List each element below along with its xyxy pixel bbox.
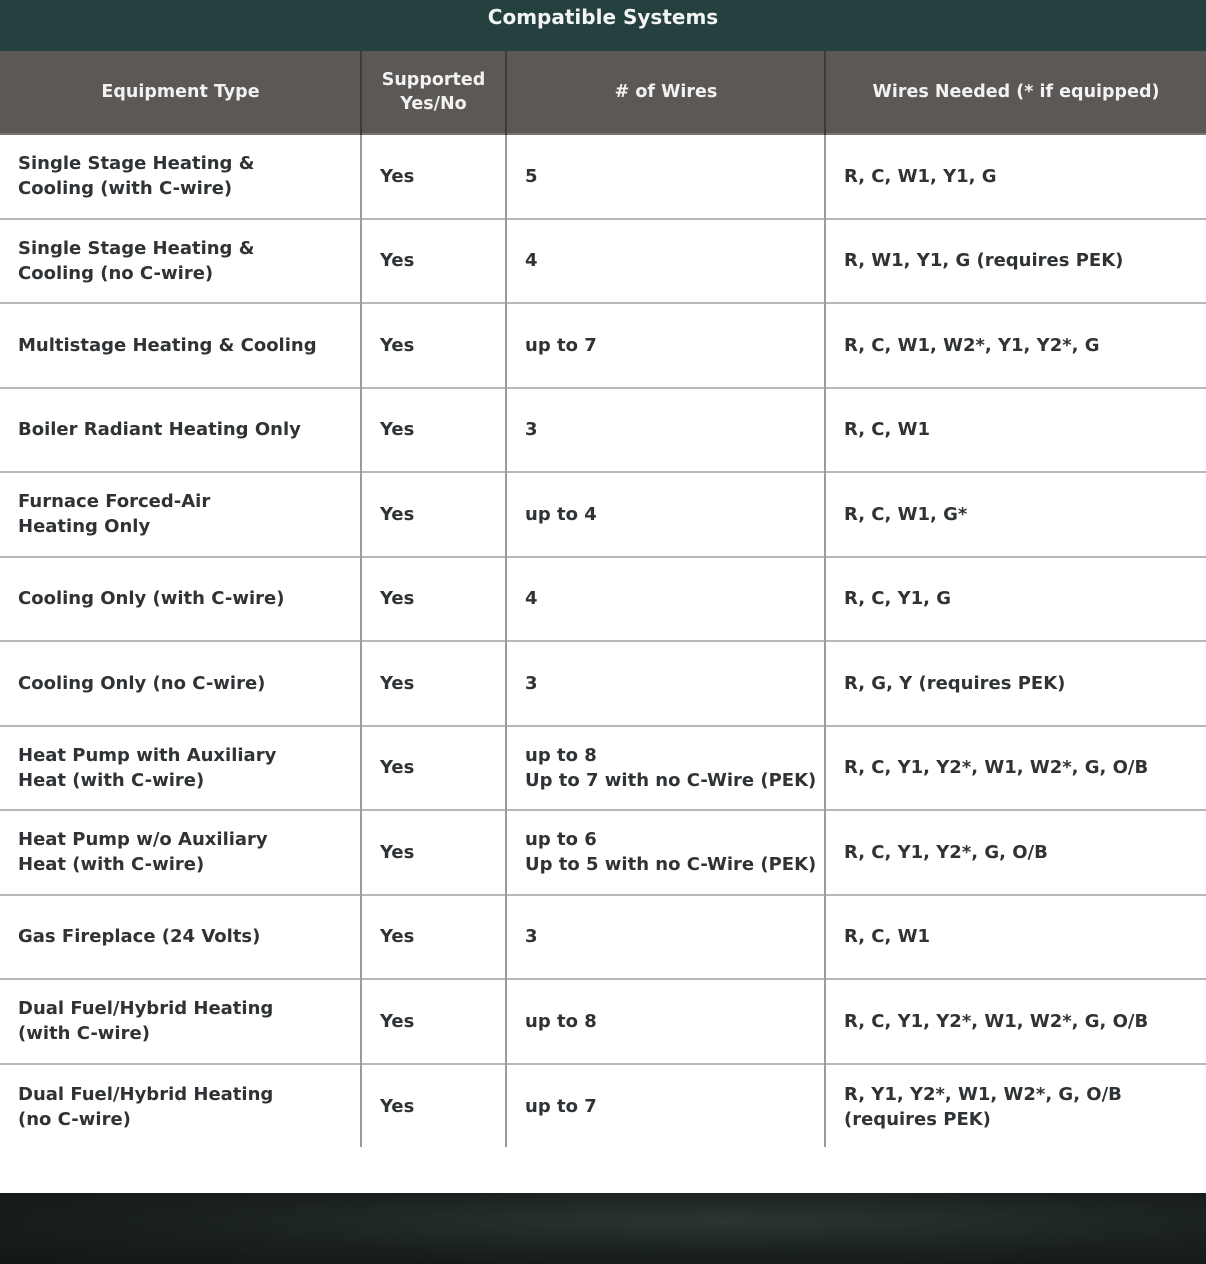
cell-wires-needed: R, C, W1, W2*, Y1, Y2*, G (844, 334, 1100, 356)
header-wires-needed: Wires Needed (* if equipped) (872, 82, 1160, 102)
table-row (0, 389, 1206, 474)
cell-equipment-type: Cooling Only (no C-wire) (18, 672, 266, 694)
cell-num-wires: up to 8 Up to 7 with no C-Wire (PEK) (525, 744, 817, 791)
cell-supported: Yes (380, 672, 415, 694)
footer-background (0, 1193, 1206, 1264)
cell-wires-needed: R, G, Y (requires PEK) (844, 672, 1066, 694)
cell-num-wires: 3 (525, 419, 538, 441)
cell-wires-needed: R, C, Y1, Y2*, G, O/B (844, 841, 1048, 863)
cell-wires-needed: R, C, W1, G* (844, 503, 968, 525)
cell-equipment-type: Cooling Only (with C-wire) (18, 588, 285, 610)
table-row (0, 727, 1206, 812)
cell-wires-needed: R, C, W1 (844, 926, 930, 948)
cell-supported: Yes (380, 1010, 415, 1032)
table-row (0, 1065, 1206, 1150)
cell-wires-needed: R, Y1, Y2*, W1, W2*, G, O/B (requires PEK) (844, 1083, 1122, 1130)
cell-equipment-type: Single Stage Heating & Cooling (with C-wire) (18, 153, 255, 200)
cell-supported: Yes (380, 503, 415, 525)
header-divider (505, 51, 507, 135)
cell-supported: Yes (380, 334, 415, 356)
cell-num-wires: 4 (525, 588, 538, 610)
cell-supported: Yes (380, 757, 415, 779)
table-row (0, 220, 1206, 305)
cell-num-wires: 5 (525, 165, 538, 187)
cell-equipment-type: Multistage Heating & Cooling (18, 334, 317, 356)
cell-num-wires: 3 (525, 926, 538, 948)
cell-equipment-type: Single Stage Heating & Cooling (no C-wire) (18, 237, 255, 284)
cell-num-wires: up to 6 Up to 5 with no C-Wire (PEK) (525, 829, 817, 876)
column-divider (505, 135, 507, 1147)
cell-num-wires: up to 7 (525, 334, 597, 356)
header-num-wires: # of Wires (614, 82, 718, 102)
cell-num-wires: up to 4 (525, 503, 597, 525)
cell-num-wires: 3 (525, 672, 538, 694)
table-row (0, 473, 1206, 558)
column-divider (360, 135, 362, 1147)
header-divider (824, 51, 826, 135)
cell-wires-needed: R, W1, Y1, G (requires PEK) (844, 250, 1124, 272)
compatibility-table (0, 51, 1206, 1147)
table-row (0, 896, 1206, 981)
column-divider (824, 135, 826, 1147)
header-divider (360, 51, 362, 135)
cell-supported: Yes (380, 1096, 415, 1118)
cell-equipment-type: Gas Fireplace (24 Volts) (18, 926, 261, 948)
table-row (0, 304, 1206, 389)
table-row (0, 811, 1206, 896)
table-row (0, 135, 1206, 220)
cell-num-wires: up to 8 (525, 1010, 597, 1032)
cell-supported: Yes (380, 250, 415, 272)
cell-equipment-type: Dual Fuel/Hybrid Heating (with C-wire) (18, 998, 274, 1045)
cell-supported: Yes (380, 926, 415, 948)
header-equipment-type: Equipment Type (101, 82, 260, 102)
table-row (0, 558, 1206, 643)
cell-wires-needed: R, C, W1, Y1, G (844, 165, 997, 187)
cell-supported: Yes (380, 419, 415, 441)
cell-supported: Yes (380, 165, 415, 187)
cell-equipment-type: Furnace Forced-Air Heating Only (18, 491, 211, 538)
cell-num-wires: up to 7 (525, 1096, 597, 1118)
cell-wires-needed: R, C, Y1, Y2*, W1, W2*, G, O/B (844, 1010, 1149, 1032)
header-supported: Supported Yes/No (381, 70, 486, 114)
cell-equipment-type: Heat Pump w/o Auxiliary Heat (with C-wire) (18, 829, 268, 876)
table-row (0, 980, 1206, 1065)
table-row (0, 642, 1206, 727)
cell-num-wires: 4 (525, 250, 538, 272)
cell-wires-needed: R, C, W1 (844, 419, 930, 441)
cell-equipment-type: Heat Pump with Auxiliary Heat (with C-wire) (18, 744, 277, 791)
cell-equipment-type: Boiler Radiant Heating Only (18, 419, 301, 441)
cell-wires-needed: R, C, Y1, Y2*, W1, W2*, G, O/B (844, 757, 1149, 779)
table-title: Compatible Systems (0, 0, 1206, 51)
cell-supported: Yes (380, 588, 415, 610)
table-header-row (0, 51, 1206, 135)
cell-supported: Yes (380, 841, 415, 863)
cell-wires-needed: R, C, Y1, G (844, 588, 952, 610)
cell-equipment-type: Dual Fuel/Hybrid Heating (no C-wire) (18, 1083, 274, 1130)
